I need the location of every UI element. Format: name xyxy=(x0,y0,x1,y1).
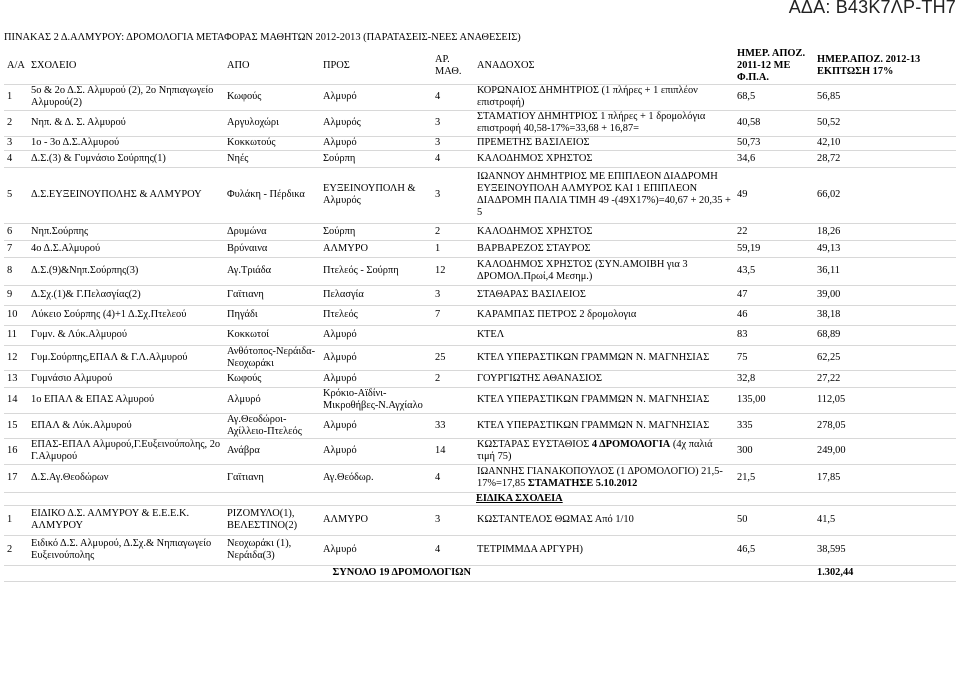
row-from: Αλμυρό xyxy=(224,387,320,413)
row-to: Αλμυρό xyxy=(320,438,432,464)
table-row xyxy=(4,223,956,240)
row-cost-2013: 17,85 xyxy=(814,464,956,492)
table-row xyxy=(4,413,956,438)
row-students: 25 xyxy=(432,345,474,370)
row-from: Αγ.Τριάδα xyxy=(224,257,320,285)
row-cost-2012: 75 xyxy=(734,345,814,370)
total-label: ΣΥΝΟΛΟ 19 ΔΡΟΜΟΛΟΓΙΩΝ xyxy=(224,565,474,581)
row-to: Σούρπη xyxy=(320,150,432,167)
table-row xyxy=(4,84,956,110)
routes-table xyxy=(4,48,956,582)
row-contractor: ΣΤΑΘΑΡΑΣ ΒΑΣΙΛΕΙΟΣ xyxy=(474,285,734,305)
row-contractor: ΚΑΛΟΔΗΜΟΣ ΧΡΗΣΤΟΣ (ΣΥΝ.ΑΜΟΙΒΗ για 3 ΔΡΟΜΟΛ.Πρωί,4 Μεσημ.) xyxy=(474,257,734,285)
document-title: ΠΙΝΑΚΑΣ 2 Δ.ΑΛΜΥΡΟΥ: ΔΡΟΜΟΛΟΓΙΑ ΜΕΤΑΦΟΡΑΣ ΜΑΘΗΤΩΝ 2012-2013 (ΠΑΡΑΤΑΣΕΙΣ-ΝΕΕΣ ΑΝΑΘΕΣΕΙΣ) xyxy=(4,32,521,43)
row-from: Κοκκωτοί xyxy=(224,325,320,345)
row-to: Αγ.Θεόδωρ. xyxy=(320,464,432,492)
empty-cell xyxy=(474,565,734,581)
row-students: 4 xyxy=(432,84,474,110)
row-aa: 1 xyxy=(4,505,28,535)
row-school: Δ.Σχ.(1)& Γ.Πελασγίας(2) xyxy=(28,285,224,305)
header-cost-2013: ΗΜΕΡ.ΑΠΟΖ. 2012-13 ΕΚΠΤΩΣΗ 17% xyxy=(814,48,956,84)
row-contractor: ΙΩΑΝΝΟΥ ΔΗΜΗΤΡΙΟΣ ΜΕ ΕΠΙΠΛΕΟΝ ΔΙΑΔΡΟΜΗ ΕΥΞΕΙΝΟΥΠΟΛΗ ΑΛΜΥΡΟΣ ΚΑΙ 1 ΕΠΙΠΛΕΟΝ ΔΙΑΔΡΟΜΗ ΠΑΛΙΑ ΤΙΜΗ 49 -(49Χ17%)=40,67 + 20,35 + 5 xyxy=(474,167,734,223)
row-aa: 12 xyxy=(4,345,28,370)
row-cost-2013: 27,22 xyxy=(814,370,956,387)
row-cost-2012: 50,73 xyxy=(734,136,814,150)
ada-code: ΑΔΑ: Β43Κ7ΛΡ-ΤΗ7 xyxy=(788,0,956,17)
row-students: 3 xyxy=(432,110,474,136)
row-cost-2013: 42,10 xyxy=(814,136,956,150)
row-cost-2012: 34,6 xyxy=(734,150,814,167)
table-row xyxy=(4,345,956,370)
header-to: ΠΡΟΣ xyxy=(320,48,432,84)
row-cost-2012: 22 xyxy=(734,223,814,240)
row-cost-2013: 112,05 xyxy=(814,387,956,413)
empty-cell xyxy=(224,492,320,505)
row-cost-2013: 38,18 xyxy=(814,305,956,325)
table-row xyxy=(4,305,956,325)
row-students: 7 xyxy=(432,305,474,325)
row-aa: 13 xyxy=(4,370,28,387)
row-from: Ανάβρα xyxy=(224,438,320,464)
row-contractor: ΚΑΛΟΔΗΜΟΣ ΧΡΗΣΤΟΣ xyxy=(474,150,734,167)
row-from: Κωφούς xyxy=(224,84,320,110)
table-row xyxy=(4,257,956,285)
row-school: Νηπ.Σούρπης xyxy=(28,223,224,240)
empty-cell xyxy=(734,492,814,505)
row-contractor: ΚΩΣΤΑΝΤΕΛΟΣ ΘΩΜΑΣ Από 1/10 xyxy=(474,505,734,535)
row-from: Γαϊτιανη xyxy=(224,285,320,305)
empty-cell xyxy=(814,492,956,505)
row-students: 1 xyxy=(432,240,474,257)
header-from: ΑΠΟ xyxy=(224,48,320,84)
row-aa: 2 xyxy=(4,110,28,136)
header-cost-2012: ΗΜΕΡ. ΑΠΟΖ. 2011-12 ΜΕ Φ.Π.Α. xyxy=(734,48,814,84)
row-cost-2013: 41,5 xyxy=(814,505,956,535)
empty-cell xyxy=(28,565,224,581)
row-cost-2012: 68,5 xyxy=(734,84,814,110)
row-to: Αλμυρό xyxy=(320,345,432,370)
row-aa: 8 xyxy=(4,257,28,285)
header-students: ΑΡ. ΜΑΘ. xyxy=(432,48,474,84)
special-heading-row xyxy=(4,492,956,505)
row-cost-2012: 135,00 xyxy=(734,387,814,413)
row-aa: 4 xyxy=(4,150,28,167)
empty-cell xyxy=(4,565,28,581)
row-from: Πηγάδι xyxy=(224,305,320,325)
contractor-highlight: 4 ΔΡΟΜΟΛΟΓΙΑ xyxy=(591,439,671,451)
row-to: Αλμυρό xyxy=(320,325,432,345)
row-cost-2013: 278,05 xyxy=(814,413,956,438)
row-school: Δ.Σ.(9)&Νηπ.Σούρπης(3) xyxy=(28,257,224,285)
row-school: 1ο ΕΠΑΛ & ΕΠΑΣ Αλμυρού xyxy=(28,387,224,413)
table-row xyxy=(4,110,956,136)
table-row xyxy=(4,438,956,464)
table-body xyxy=(4,48,956,581)
row-school: Γυμν. & Λύκ.Αλμυρού xyxy=(28,325,224,345)
row-school: 1ο - 3ο Δ.Σ.Αλμυρού xyxy=(28,136,224,150)
row-from: Κωφούς xyxy=(224,370,320,387)
row-cost-2012: 40,58 xyxy=(734,110,814,136)
row-students: 3 xyxy=(432,136,474,150)
row-aa: 1 xyxy=(4,84,28,110)
row-cost-2012: 300 xyxy=(734,438,814,464)
row-to: Αλμυρός xyxy=(320,110,432,136)
row-students: 3 xyxy=(432,167,474,223)
row-cost-2012: 32,8 xyxy=(734,370,814,387)
row-aa: 6 xyxy=(4,223,28,240)
row-students: 2 xyxy=(432,223,474,240)
row-contractor xyxy=(474,464,734,492)
empty-cell xyxy=(28,492,224,505)
row-students: 33 xyxy=(432,413,474,438)
row-from: Δρυμώνα xyxy=(224,223,320,240)
row-to: Αλμυρό xyxy=(320,136,432,150)
empty-cell xyxy=(4,492,28,505)
row-from: ΡΙΖΟΜΥΛΟ(1), ΒΕΛΕΣΤΙΝΟ(2) xyxy=(224,505,320,535)
row-cost-2013: 49,13 xyxy=(814,240,956,257)
row-to: Αλμυρό xyxy=(320,370,432,387)
table-row xyxy=(4,325,956,345)
row-to: Πελασγία xyxy=(320,285,432,305)
row-to: Πτελεός xyxy=(320,305,432,325)
row-cost-2012: 46,5 xyxy=(734,535,814,565)
row-students: 2 xyxy=(432,370,474,387)
row-school: Νηπ. & Δ. Σ. Αλμυρού xyxy=(28,110,224,136)
row-cost-2012: 46 xyxy=(734,305,814,325)
table-row xyxy=(4,387,956,413)
row-aa: 9 xyxy=(4,285,28,305)
row-cost-2013: 39,00 xyxy=(814,285,956,305)
row-to: Αλμυρό xyxy=(320,535,432,565)
row-school: 4ο Δ.Σ.Αλμυρού xyxy=(28,240,224,257)
row-students: 12 xyxy=(432,257,474,285)
table-row xyxy=(4,136,956,150)
row-to: Αλμυρό xyxy=(320,413,432,438)
row-students xyxy=(432,387,474,413)
row-from: Νηές xyxy=(224,150,320,167)
header-school: ΣΧΟΛΕΙΟ xyxy=(28,48,224,84)
row-aa: 2 xyxy=(4,535,28,565)
total-row xyxy=(4,565,956,581)
row-from: Νεοχωράκι (1), Νεράιδα(3) xyxy=(224,535,320,565)
row-contractor: ΚΤΕΛ ΥΠΕΡΑΣΤΙΚΩΝ ΓΡΑΜΜΩΝ Ν. ΜΑΓΝΗΣΙΑΣ xyxy=(474,345,734,370)
row-cost-2013: 38,595 xyxy=(814,535,956,565)
row-school: ΕΠΑΛ & Λύκ.Αλμυρού xyxy=(28,413,224,438)
row-school: Δ.Σ.ΕΥΞΕΙΝΟΥΠΟΛΗΣ & ΑΛΜΥΡΟΥ xyxy=(28,167,224,223)
row-cost-2012: 335 xyxy=(734,413,814,438)
empty-cell xyxy=(734,565,814,581)
row-contractor: ΚΑΡΑΜΠΑΣ ΠΕΤΡΟΣ 2 δρομολογια xyxy=(474,305,734,325)
row-cost-2012: 49 xyxy=(734,167,814,223)
row-cost-2013: 28,72 xyxy=(814,150,956,167)
row-contractor: ΚΟΡΩΝΑΙΟΣ ΔΗΜΗΤΡΙΟΣ (1 πλήρες + 1 επιπλέον επιστροφή) xyxy=(474,84,734,110)
header-contractor: ΑΝΑΔΟΧΟΣ xyxy=(474,48,734,84)
row-contractor: ΚΑΛΟΔΗΜΟΣ ΧΡΗΣΤΟΣ xyxy=(474,223,734,240)
row-cost-2012: 21,5 xyxy=(734,464,814,492)
row-cost-2012: 83 xyxy=(734,325,814,345)
row-cost-2012: 50 xyxy=(734,505,814,535)
row-from: Γαϊτιανη xyxy=(224,464,320,492)
row-aa: 7 xyxy=(4,240,28,257)
row-cost-2013: 50,52 xyxy=(814,110,956,136)
contractor-highlight: ΣΤΑΜΑΤΗΣΕ 5.10.2012 xyxy=(527,478,638,490)
row-cost-2013: 66,02 xyxy=(814,167,956,223)
table-row xyxy=(4,285,956,305)
row-to: Πτελεός - Σούρπη xyxy=(320,257,432,285)
row-students xyxy=(432,325,474,345)
row-from: Αργυλοχώρι xyxy=(224,110,320,136)
row-students: 3 xyxy=(432,285,474,305)
row-aa: 11 xyxy=(4,325,28,345)
contractor-note: (4χ παλιά τιμή 75) xyxy=(477,439,713,463)
row-contractor: ΒΑΡΒΑΡΕΖΟΣ ΣΤΑΥΡΟΣ xyxy=(474,240,734,257)
row-from: Αγ.Θεοδώροι-Αχίλλειο-Πτελεός xyxy=(224,413,320,438)
table-row xyxy=(4,464,956,492)
row-to: ΑΛΜΥΡΟ xyxy=(320,240,432,257)
header-row xyxy=(4,48,956,84)
row-school: ΕΙΔΙΚΟ Δ.Σ. ΑΛΜΥΡΟΥ & Ε.Ε.Ε.Κ. ΑΛΜΥΡΟΥ xyxy=(28,505,224,535)
row-school: Δ.Σ.(3) & Γυμνάσιο Σούρπης(1) xyxy=(28,150,224,167)
row-from: Ανθότοπος-Νεράιδα-Νεοχωράκι xyxy=(224,345,320,370)
row-aa: 16 xyxy=(4,438,28,464)
row-contractor: ΚΤΕΛ ΥΠΕΡΑΣΤΙΚΩΝ ΓΡΑΜΜΩΝ Ν. ΜΑΓΝΗΣΙΑΣ xyxy=(474,387,734,413)
row-cost-2013: 68,89 xyxy=(814,325,956,345)
row-school: Γυμ.Σούρπης,ΕΠΑΛ & Γ.Λ.Αλμυρού xyxy=(28,345,224,370)
row-cost-2013: 62,25 xyxy=(814,345,956,370)
row-to: Κρόκιο-Αϊδίνι-Μικροθήβες-Ν.Αγχίαλο xyxy=(320,387,432,413)
empty-cell xyxy=(320,492,432,505)
header-aa: Α/Α xyxy=(4,48,28,84)
row-aa: 10 xyxy=(4,305,28,325)
row-aa: 14 xyxy=(4,387,28,413)
row-cost-2013: 249,00 xyxy=(814,438,956,464)
row-contractor: ΓΟΥΡΓΙΩΤΗΣ ΑΘΑΝΑΣΙΟΣ xyxy=(474,370,734,387)
row-contractor: ΤΕΤΡΙΜΜΔΑ ΑΡΓΥΡΗ) xyxy=(474,535,734,565)
contractor-text: ΚΩΣΤΑΡΑΣ ΕΥΣΤΑΘΙΟΣ xyxy=(477,439,592,451)
row-to: Σούρπη xyxy=(320,223,432,240)
row-students: 4 xyxy=(432,464,474,492)
special-schools-heading: ΕΙΔΙΚΑ ΣΧΟΛΕΙΑ xyxy=(432,492,734,505)
contractor-text: ΙΩΑΝΝΗΣ ΓΙΑΝΑΚΟΠΟΥΛΟΣ (1 ΔΡΟΜΟΛΟΓΙΟ) 21,5-17%=17,85 xyxy=(477,466,723,490)
row-from: Κοκκωτούς xyxy=(224,136,320,150)
row-cost-2012: 43,5 xyxy=(734,257,814,285)
row-from: Βρύναινα xyxy=(224,240,320,257)
row-aa: 3 xyxy=(4,136,28,150)
row-cost-2013: 36,11 xyxy=(814,257,956,285)
row-to: ΕΥΞΕΙΝΟΥΠΟΛΗ & Αλμυρός xyxy=(320,167,432,223)
row-contractor: ΠΡΕΜΕΤΗΣ ΒΑΣΙΛΕΙΟΣ xyxy=(474,136,734,150)
row-aa: 17 xyxy=(4,464,28,492)
row-cost-2012: 59,19 xyxy=(734,240,814,257)
table-row xyxy=(4,240,956,257)
row-school: Γυμνάσιο Αλμυρού xyxy=(28,370,224,387)
row-contractor xyxy=(474,438,734,464)
row-students: 3 xyxy=(432,505,474,535)
row-contractor: ΣΤΑΜΑΤΙΟΥ ΔΗΜΗΤΡΙΟΣ 1 πλήρες + 1 δρομολόγια επιστροφή 40,58-17%=33,68 + 16,87= xyxy=(474,110,734,136)
row-school: 5ο & 2ο Δ.Σ. Αλμυρού (2), 2ο Νηπιαγωγείο Αλμυρού(2) xyxy=(28,84,224,110)
row-from: Φυλάκη - Πέρδικα xyxy=(224,167,320,223)
special-row xyxy=(4,505,956,535)
row-aa: 15 xyxy=(4,413,28,438)
row-students: 4 xyxy=(432,535,474,565)
total-value: 1.302,44 xyxy=(814,565,956,581)
special-row xyxy=(4,535,956,565)
row-school: Δ.Σ.Αγ.Θεοδώρων xyxy=(28,464,224,492)
table-row xyxy=(4,150,956,167)
row-students: 14 xyxy=(432,438,474,464)
row-cost-2012: 47 xyxy=(734,285,814,305)
row-contractor: ΚΤΕΛ ΥΠΕΡΑΣΤΙΚΩΝ ΓΡΑΜΜΩΝ Ν. ΜΑΓΝΗΣΙΑΣ xyxy=(474,413,734,438)
row-school: ΕΠΑΣ-ΕΠΑΛ Αλμυρού,Γ.Ευξεινούπολης, 2ο Γ.Αλμυρού xyxy=(28,438,224,464)
row-school: Λύκειο Σούρπης (4)+1 Δ.Σχ.Πτελεού xyxy=(28,305,224,325)
row-cost-2013: 56,85 xyxy=(814,84,956,110)
table-row xyxy=(4,167,956,223)
row-to: ΑΛΜΥΡΟ xyxy=(320,505,432,535)
row-to: Αλμυρό xyxy=(320,84,432,110)
row-students: 4 xyxy=(432,150,474,167)
row-cost-2013: 18,26 xyxy=(814,223,956,240)
row-aa: 5 xyxy=(4,167,28,223)
row-school: Ειδικό Δ.Σ. Αλμυρού, Δ.Σχ.& Νηπιαγωγείο Ευξεινούπολης xyxy=(28,535,224,565)
table-row xyxy=(4,370,956,387)
row-contractor: ΚΤΕΛ xyxy=(474,325,734,345)
